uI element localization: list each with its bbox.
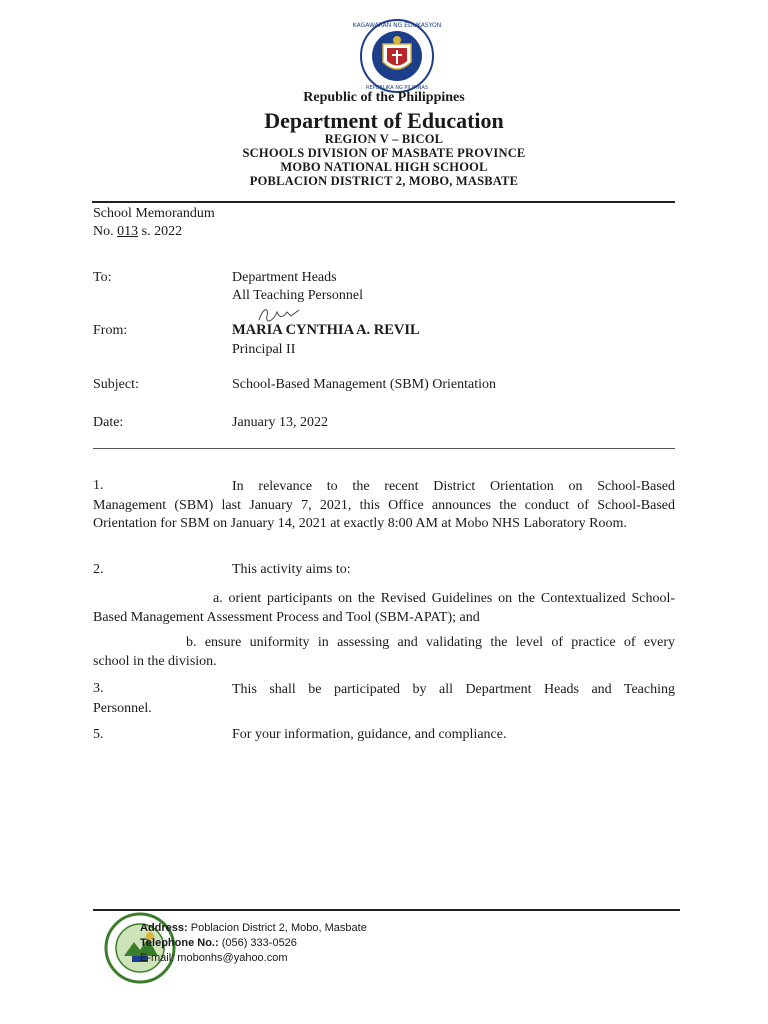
paragraph-5-text: For your information, guidance, and compliance.: [232, 727, 507, 742]
header-divider: [92, 201, 675, 203]
deped-seal-logo: [352, 18, 442, 94]
to-recipient-2: All Teaching Personnel: [232, 288, 363, 303]
item-a-body: Based Management Assessment Process and Tool (SBM-APAT); and: [93, 609, 480, 625]
region-line: REGION V – BICOL: [324, 132, 444, 146]
paragraph-3-body: Personnel.: [93, 700, 152, 716]
from-position: Principal II: [232, 342, 296, 357]
division-line: SCHOOLS DIVISION OF MASBATE PROVINCE: [242, 146, 526, 160]
svg-text:REPUBLIKA NG PILIPINAS: REPUBLIKA NG PILIPINAS: [366, 85, 428, 91]
item-a-first-line: a. orient participants on the Revised Guidelines on the Contextualized School-: [213, 591, 675, 606]
date-text: January 13, 2022: [232, 415, 329, 430]
footer-phone-label: Telephone No.:: [140, 937, 219, 949]
paragraph-1-body: Management (SBM) last January 7, 2021, this Office announces the conduct of School-Based Orientation for SBM on January 14, 2021 at exactly 8:00 AM at Mobo NHS Laboratory Room.: [93, 497, 675, 531]
memo-number-value: 013: [117, 224, 139, 239]
date-label: Date:: [93, 415, 124, 430]
school-line: MOBO NATIONAL HIGH SCHOOL: [280, 160, 488, 174]
footer-phone-value: (056) 333-0526: [218, 937, 297, 949]
from-label: From:: [93, 323, 128, 338]
memo-type: School Memorandum: [93, 206, 215, 221]
paragraph-5-number: 5.: [93, 727, 104, 742]
footer-address: [140, 921, 367, 936]
memo-series: s. 2022: [138, 224, 183, 239]
republic-heading: Republic of the Philippines: [303, 90, 465, 105]
footer-email-value: mobonhs@yahoo.com: [174, 952, 288, 964]
footer-email: [140, 951, 288, 966]
address-line: POBLACION DISTRICT 2, MOBO, MASBATE: [249, 174, 519, 188]
footer-phone: [140, 936, 297, 951]
paragraph-2-number: 2.: [93, 562, 104, 577]
paragraph-2-text: This activity aims to:: [232, 562, 351, 577]
paragraph-1-first-line: In relevance to the recent District Orientation on School-Based: [232, 479, 675, 494]
subject-text: School-Based Management (SBM) Orientation: [232, 377, 497, 392]
footer-email-label: E-mail:: [140, 952, 175, 964]
from-name: MARIA CYNTHIA A. REVIL: [232, 322, 420, 338]
to-label: To:: [93, 270, 112, 285]
memo-number: [93, 224, 182, 240]
to-recipient-1: Department Heads: [232, 270, 337, 285]
footer-divider: [93, 909, 680, 911]
item-b-first-line: b. ensure uniformity in assessing and validating the level of practice of every: [186, 635, 675, 650]
footer-address-value: Poblacion District 2, Mobo, Masbate: [187, 922, 367, 934]
memo-no-prefix: No.: [93, 224, 118, 239]
item-b-body: school in the division.: [93, 653, 217, 669]
paragraph-3-number: 3.: [93, 681, 104, 696]
department-title: Department of Education: [264, 108, 504, 133]
paragraph-3-first-line: This shall be participated by all Department Heads and Teaching: [232, 682, 675, 697]
svg-text:KAGAWARAN NG EDUKASYON: KAGAWARAN NG EDUKASYON: [352, 22, 442, 29]
footer-address-label: Address:: [140, 922, 188, 934]
body-divider: [93, 448, 675, 449]
subject-label: Subject:: [93, 377, 139, 392]
paragraph-1-number: 1.: [93, 478, 104, 493]
